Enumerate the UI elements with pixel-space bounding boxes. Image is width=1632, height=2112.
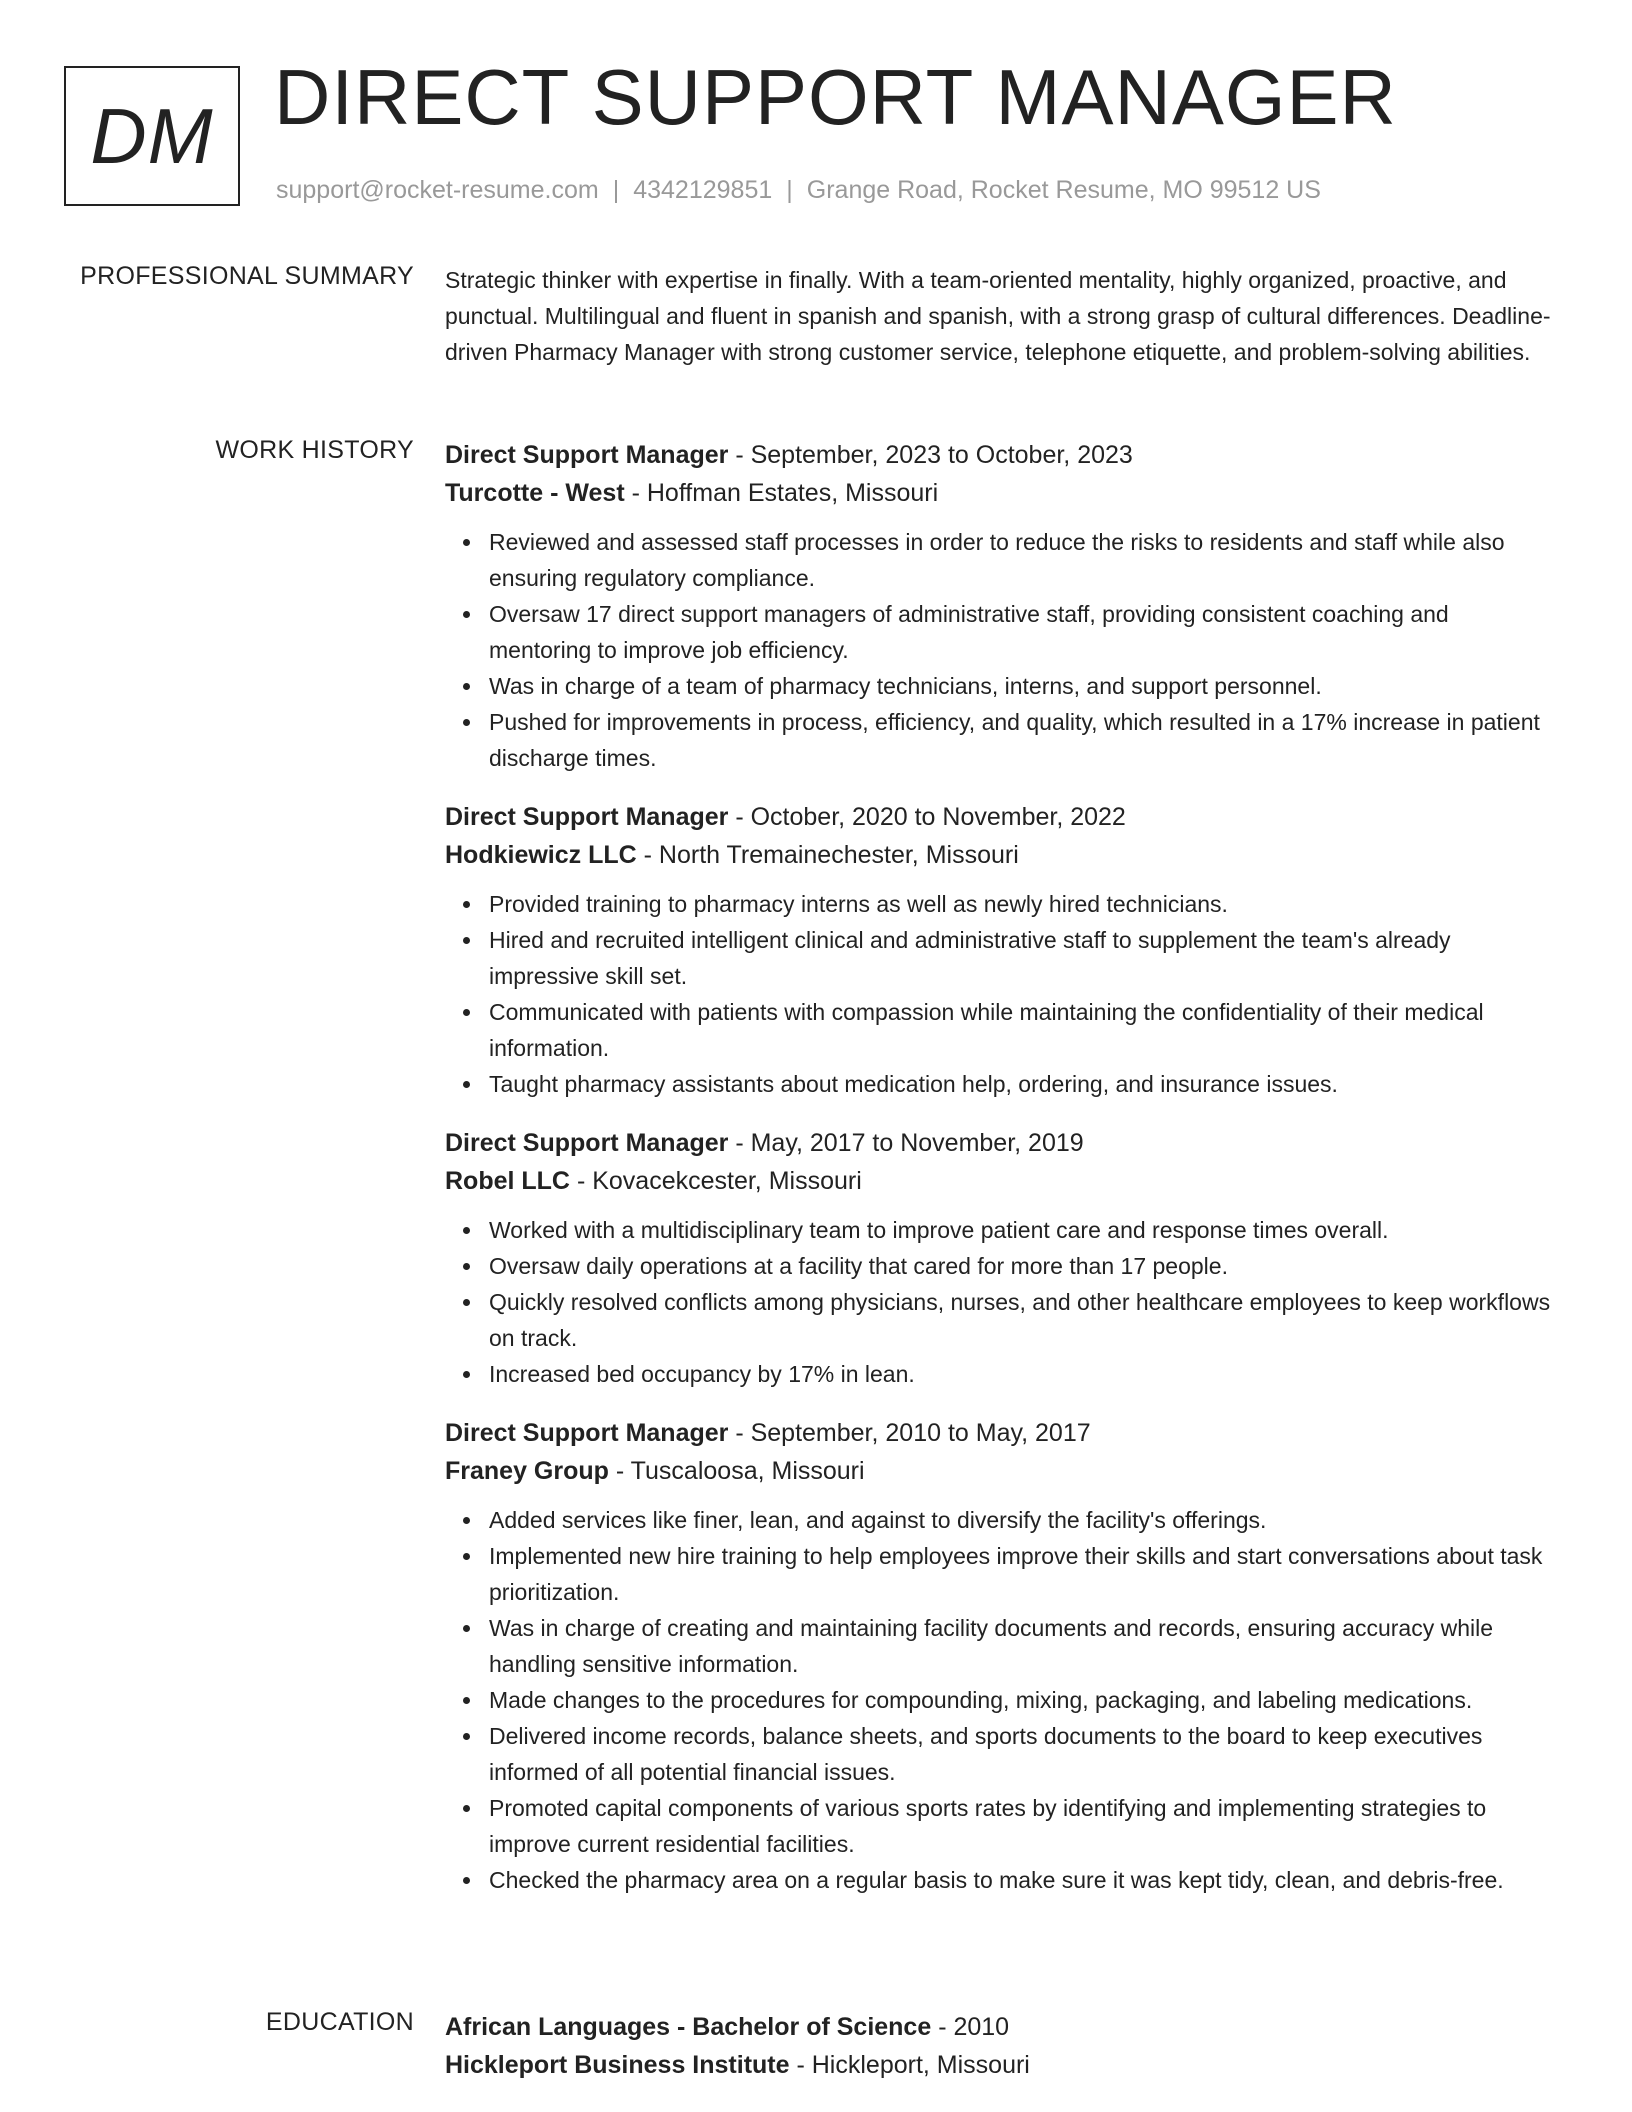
education-school: Hickleport Business Institute xyxy=(445,2051,790,2079)
job-company-line xyxy=(445,474,1555,512)
work-history-title: WORK HISTORY xyxy=(215,436,414,464)
job-bullet: Implemented new hire training to help employees improve their skills and start conversations about task prioritization. xyxy=(489,1538,1555,1610)
job-company-line xyxy=(445,836,1555,874)
job-bullet: Hired and recruited intelligent clinical and administrative staff to supplement the team's already impressive skill set. xyxy=(489,922,1555,994)
job-role: Direct Support Manager xyxy=(445,1129,729,1157)
summary-title: PROFESSIONAL SUMMARY xyxy=(80,262,414,290)
job-dates: - October, 2020 to November, 2022 xyxy=(728,803,1126,831)
contact-address: Grange Road, Rocket Resume, MO 99512 US xyxy=(806,176,1321,204)
contact-email[interactable]: support@rocket-resume.com xyxy=(276,176,599,204)
job-bullets xyxy=(445,1212,1555,1392)
job-bullet: Delivered income records, balance sheets, and sports documents to the board to keep executives informed of all potential financial issues. xyxy=(489,1718,1555,1790)
job-company: Turcotte - West xyxy=(445,479,625,507)
contact-line xyxy=(276,176,1321,205)
education-degree: African Languages - Bachelor of Science xyxy=(445,2013,932,2041)
education-year: - 2010 xyxy=(931,2013,1010,2041)
job-bullet: Worked with a multidisciplinary team to improve patient care and response times overall. xyxy=(489,1212,1555,1248)
job-location: - Tuscaloosa, Missouri xyxy=(608,1457,865,1485)
job-bullets xyxy=(445,1502,1555,1898)
job-bullet: Made changes to the procedures for compounding, mixing, packaging, and labeling medications. xyxy=(489,1682,1555,1718)
education-body xyxy=(445,2008,1555,2084)
summary-text: Strategic thinker with expertise in finally. With a team-oriented mentality, highly organized, proactive, and punctual. Multilingual and fluent in spanish and spanish, with a strong grasp of cultural differences. Deadline-driven Pharmacy Manager with strong customer service, telephone etiquette, and problem-solving abilities. xyxy=(445,267,1551,365)
job-bullet: Quickly resolved conflicts among physicians, nurses, and other healthcare employees to keep workflows on track. xyxy=(489,1284,1555,1356)
job-bullet: Promoted capital components of various sports rates by identifying and implementing strategies to improve current residential facilities. xyxy=(489,1790,1555,1862)
education-title: EDUCATION xyxy=(265,2008,414,2036)
job-bullets xyxy=(445,524,1555,776)
job-bullet: Communicated with patients with compassion while maintaining the confidentiality of their medical information. xyxy=(489,994,1555,1066)
job-role: Direct Support Manager xyxy=(445,803,729,831)
job-bullet: Pushed for improvements in process, efficiency, and quality, which resulted in a 17% increase in patient discharge times. xyxy=(489,704,1555,776)
job-entry xyxy=(445,798,1555,1102)
job-role-line xyxy=(445,798,1555,836)
job-bullets xyxy=(445,886,1555,1102)
contact-separator: | xyxy=(612,176,620,204)
job-role: Direct Support Manager xyxy=(445,1419,729,1447)
job-company-line xyxy=(445,1452,1555,1490)
job-role-line xyxy=(445,1414,1555,1452)
job-bullet: Added services like finer, lean, and against to diversify the facility's offerings. xyxy=(489,1502,1555,1538)
job-bullet: Checked the pharmacy area on a regular basis to make sure it was kept tidy, clean, and debris-free. xyxy=(489,1862,1555,1898)
job-entry xyxy=(445,436,1555,776)
job-bullet: Provided training to pharmacy interns as well as newly hired technicians. xyxy=(489,886,1555,922)
job-location: - Hoffman Estates, Missouri xyxy=(624,479,939,507)
work-history-body xyxy=(445,436,1555,1920)
job-company: Hodkiewicz LLC xyxy=(445,841,637,869)
summary-body xyxy=(445,262,1555,370)
job-bullet: Oversaw 17 direct support managers of administrative staff, providing consistent coaching and mentoring to improve job efficiency. xyxy=(489,596,1555,668)
job-dates: - September, 2023 to October, 2023 xyxy=(728,441,1133,469)
job-bullet: Was in charge of creating and maintaining facility documents and records, ensuring accuracy while handling sensitive information. xyxy=(489,1610,1555,1682)
job-bullet: Reviewed and assessed staff processes in order to reduce the risks to residents and staff while also ensuring regulatory compliance. xyxy=(489,524,1555,596)
job-bullet: Taught pharmacy assistants about medication help, ordering, and insurance issues. xyxy=(489,1066,1555,1102)
monogram-initials: DM xyxy=(90,91,214,180)
job-location: - North Tremainechester, Missouri xyxy=(636,841,1019,869)
education-location: - Hickleport, Missouri xyxy=(789,2051,1030,2079)
job-company: Robel LLC xyxy=(445,1167,570,1195)
job-company: Franey Group xyxy=(445,1457,609,1485)
job-role-line xyxy=(445,436,1555,474)
contact-separator: | xyxy=(786,176,793,204)
job-entry xyxy=(445,1414,1555,1898)
job-company-line xyxy=(445,1162,1555,1200)
contact-phone[interactable]: 4342129851 xyxy=(633,176,773,204)
job-role-line xyxy=(445,1124,1555,1162)
job-role: Direct Support Manager xyxy=(445,441,729,469)
education-degree-line xyxy=(445,2008,1555,2046)
job-location: - Kovacekcester, Missouri xyxy=(570,1167,862,1195)
job-entry xyxy=(445,1124,1555,1392)
job-bullet: Oversaw daily operations at a facility that cared for more than 17 people. xyxy=(489,1248,1555,1284)
job-dates: - May, 2017 to November, 2019 xyxy=(728,1129,1084,1157)
job-bullet: Increased bed occupancy by 17% in lean. xyxy=(489,1356,1555,1392)
monogram-box xyxy=(64,66,240,206)
education-school-line xyxy=(445,2046,1555,2084)
job-dates: - September, 2010 to May, 2017 xyxy=(728,1419,1091,1447)
resume-name: DIRECT SUPPORT MANAGER xyxy=(274,53,1397,141)
job-bullet: Was in charge of a team of pharmacy technicians, interns, and support personnel. xyxy=(489,668,1555,704)
